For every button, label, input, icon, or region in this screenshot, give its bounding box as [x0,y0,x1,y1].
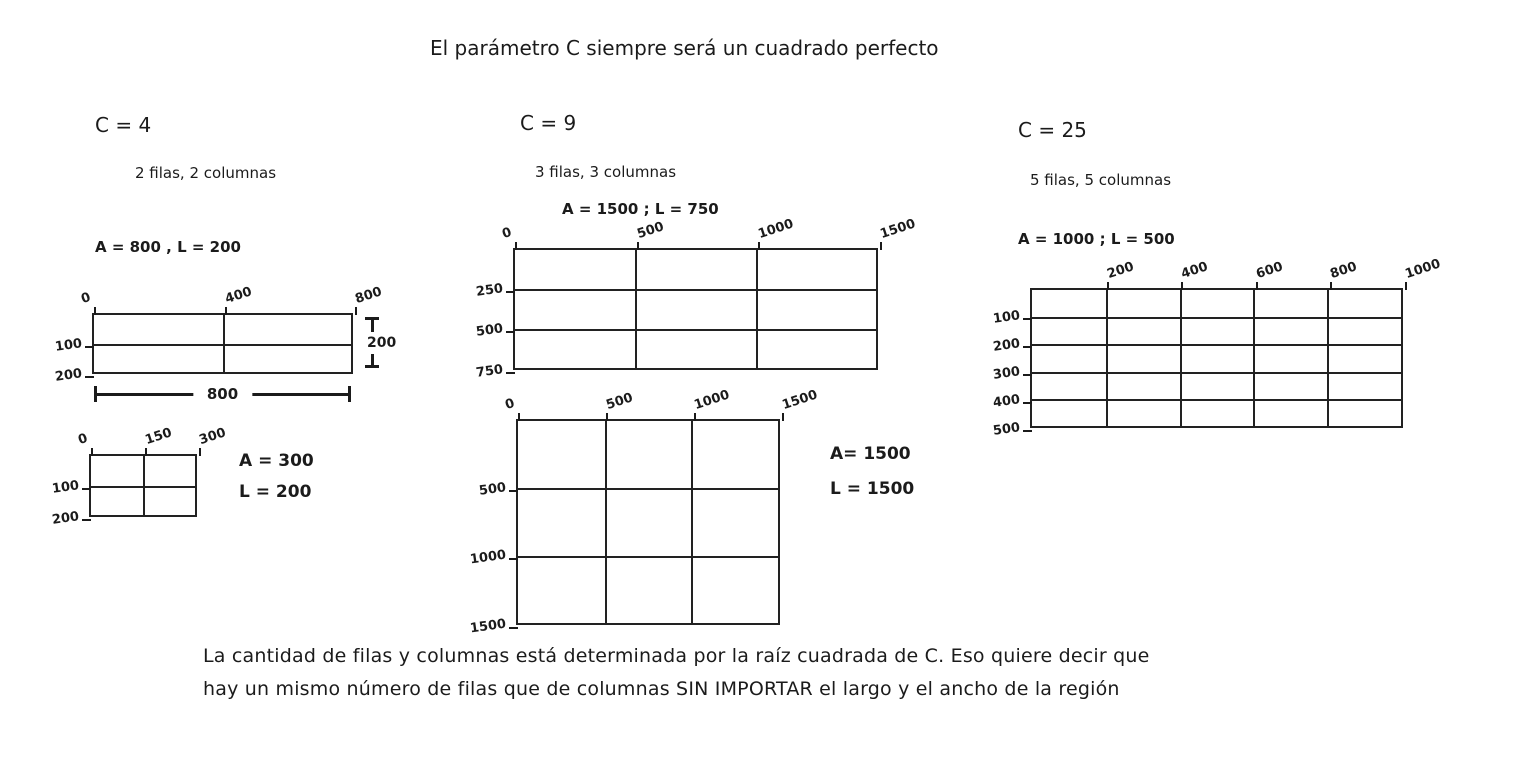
x-axis-tick-label: 0 [76,430,90,448]
x-axis-tick-label: 400 [1179,259,1210,282]
x-axis-tick-label: 600 [1254,259,1285,282]
grid-row-line [1032,372,1401,374]
grid-row-line [515,289,876,291]
y-axis-tick [509,558,518,560]
grid-row-line [1032,317,1401,319]
page-title: El parámetro C siempre será un cuadrado perfecto [430,36,939,60]
width-dimension-cap-left [94,386,97,402]
y-axis-tick [509,627,518,629]
x-axis-tick-label: 1000 [692,387,732,413]
grid-col-line [223,315,225,372]
x-axis-tick-label: 0 [79,289,93,307]
y-axis-tick [1023,346,1032,348]
grid-col-line [635,250,637,368]
x-axis-tick [91,448,93,456]
grid-row-line [518,488,778,490]
x-axis-tick-label: 800 [1328,259,1360,282]
x-axis-tick [637,242,639,250]
y-axis-tick [506,372,515,374]
x-axis-tick-label: 200 [1104,259,1136,282]
caption-line-2: hay un mismo número de filas que de columnas SIN IMPORTAR el largo y el ancho de la región [203,678,1120,700]
grid-col-line [1253,290,1255,426]
grid-col-line [605,421,607,623]
y-axis-tick-label: 100 [53,335,83,355]
y-axis-tick [85,376,94,378]
grid-col-line [143,456,145,515]
y-axis-tick [1023,402,1032,404]
x-axis-tick [758,242,760,250]
height-dimension-cap-top [365,317,379,320]
x-axis-tick-label: 500 [604,390,635,413]
x-axis-tick [145,448,147,456]
y-axis-tick [82,519,91,521]
grid-col-line [1180,290,1182,426]
grid-side-label: A= 1500 [830,444,911,464]
example-c25-size-label: 5 filas, 5 columnas [1030,171,1172,189]
y-axis-tick-label: 200 [50,509,80,528]
y-axis-tick-label: 750 [474,362,504,381]
y-axis-tick-label: 200 [53,366,83,385]
grid-row-line [1032,399,1401,401]
grid-side-label: L = 200 [239,482,312,502]
y-axis-tick-label: 200 [991,336,1021,355]
y-axis-tick [1023,430,1032,432]
height-dimension-label: 200 [366,332,397,354]
grid-col-line [1106,290,1108,426]
grid-row-line [518,556,778,558]
x-axis-tick-label: 150 [143,425,174,448]
x-axis-tick [694,413,696,421]
grid-side-label: L = 1500 [830,479,915,499]
x-axis-tick [355,307,357,315]
grid-col-line [756,250,758,368]
x-axis-tick-label: 300 [197,425,228,448]
region-grid-c9-bottom [468,387,915,637]
x-axis-tick [1330,282,1332,290]
y-axis-tick [509,490,518,492]
y-axis-tick [1023,318,1032,320]
region-grid-c25-main [991,256,1443,439]
example-c9-size-label: 3 filas, 3 columnas [535,163,677,181]
x-axis-tick-label: 0 [500,224,514,242]
grid-col-line [691,421,693,623]
grid-row-line [1032,344,1401,346]
y-axis-tick [506,331,515,333]
y-axis-tick [1023,374,1032,376]
y-axis-tick-label: 250 [474,280,504,300]
x-axis-tick [94,307,96,315]
x-axis-tick-label: 1000 [756,216,796,242]
y-axis-tick-label: 300 [991,364,1021,383]
region-grid-c4-main [53,284,397,403]
example-c4-size-label: 2 filas, 2 columnas [135,164,277,182]
y-axis-tick-label: 500 [474,321,504,341]
y-axis-tick-label: 100 [991,308,1021,327]
grid-side-label: A = 300 [239,451,314,471]
x-axis-tick-label: 400 [222,284,254,307]
x-axis-tick [880,242,882,250]
grid-col-line [1327,290,1329,426]
x-axis-tick [518,413,520,421]
region-grid-c9-top [474,216,918,381]
x-axis-tick-label: 1500 [780,387,820,413]
y-axis-tick-label: 400 [991,392,1021,411]
y-axis-tick-label: 1000 [468,547,507,568]
y-axis-tick-label: 500 [991,420,1021,439]
y-axis-tick-label: 500 [477,479,507,499]
width-dimension-label: 800 [193,386,252,402]
example-c25-params-label: A = 1000 ; L = 500 [1018,230,1175,248]
x-axis-tick [199,448,201,456]
example-c9-params-label: A = 1500 ; L = 750 [562,200,719,218]
x-axis-tick [606,413,608,421]
x-axis-tick [225,307,227,315]
x-axis-tick-label: 1000 [1403,256,1443,282]
x-axis-tick [782,413,784,421]
example-c4-c-label: C = 4 [95,113,152,137]
region-grid-c4-small [50,425,314,528]
x-axis-tick-label: 1500 [878,216,918,242]
y-axis-tick [506,291,515,293]
x-axis-tick [1107,282,1109,290]
y-axis-tick [85,346,94,348]
y-axis-tick-label: 1500 [468,616,507,637]
y-axis-tick-label: 100 [50,477,80,497]
example-c4-params-label: A = 800 , L = 200 [95,238,241,256]
width-dimension [94,386,351,402]
caption-line-1: La cantidad de filas y columnas está determinada por la raíz cuadrada de C. Eso quiere decir que [203,645,1150,667]
x-axis-tick [515,242,517,250]
y-axis-tick [82,488,91,490]
grid-row-line [515,329,876,331]
x-axis-tick [1405,282,1407,290]
height-dimension-cap-bottom [365,365,379,368]
x-axis-tick-label: 0 [503,395,517,413]
x-axis-tick [1181,282,1183,290]
example-c25-c-label: C = 25 [1018,118,1087,142]
width-dimension-cap-right [348,386,351,402]
x-axis-tick-label: 800 [353,284,384,307]
x-axis-tick-label: 500 [635,219,666,242]
example-c9-c-label: C = 9 [520,111,577,135]
height-dimension [365,317,397,368]
x-axis-tick [1256,282,1258,290]
